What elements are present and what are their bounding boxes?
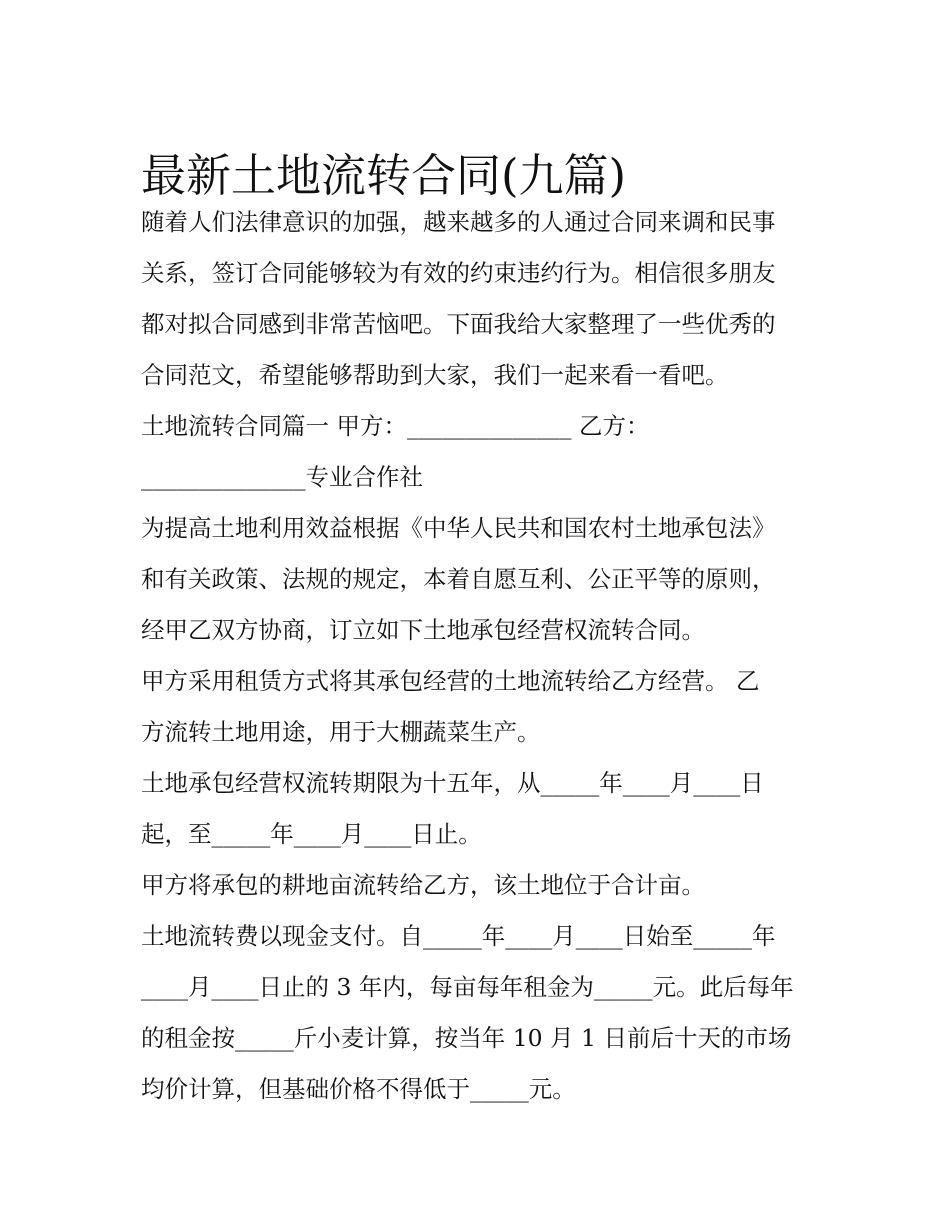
body-line: 土地流转费以现金支付。自_____年____月____日始至_____年 [141,922,776,950]
body-line: 关系，签订合同能够较为有效的约束违约行为。相信很多朋友 [141,259,776,287]
body-line: 经甲乙双方协商，订立如下土地承包经营权流转合同。 [141,616,705,644]
contract-heading-line: 土地流转合同篇一 甲方：______________ 乙方： [141,412,650,440]
body-line: 甲方将承包的耕地亩流转给乙方，该土地位于合计亩。 [141,871,705,899]
body-line: 随着人们法律意识的加强，越来越多的人通过合同来调和民事 [141,208,776,236]
body-line: 合同范文，希望能够帮助到大家，我们一起来看一看吧。 [141,361,729,389]
body-line: 为提高土地利用效益根据《中华人民共和国农村土地承包法》 [141,514,776,542]
body-line: 起，至_____年____月____日止。 [141,820,482,848]
body-line: 和有关政策、法规的规定，本着自愿互利、公正平等的原则， [141,565,776,593]
body-line: 土地承包经营权流转期限为十五年，从_____年____月____日 [141,769,764,797]
body-line: 均价计算，但基础价格不得低于_____元。 [141,1075,576,1103]
body-line: 的租金按_____斤小麦计算，按当年 10 月 1 日前后十天的市场 [141,1024,792,1052]
document-body [141,197,821,1115]
body-line: 甲方采用租赁方式将其承包经营的土地流转给乙方经营。 乙 [141,667,760,695]
body-line: 方流转土地用途，用于大棚蔬菜生产。 [141,718,541,746]
body-line: 都对拟合同感到非常苦恼吧。下面我给大家整理了一些优秀的 [141,310,776,338]
party-b-line: ______________专业合作社 [141,463,423,491]
document-title: 最新土地流转合同(九篇) [141,149,627,203]
body-line: ____月____日止的 3 年内，每亩每年租金为_____元。此后每年 [141,973,794,1001]
